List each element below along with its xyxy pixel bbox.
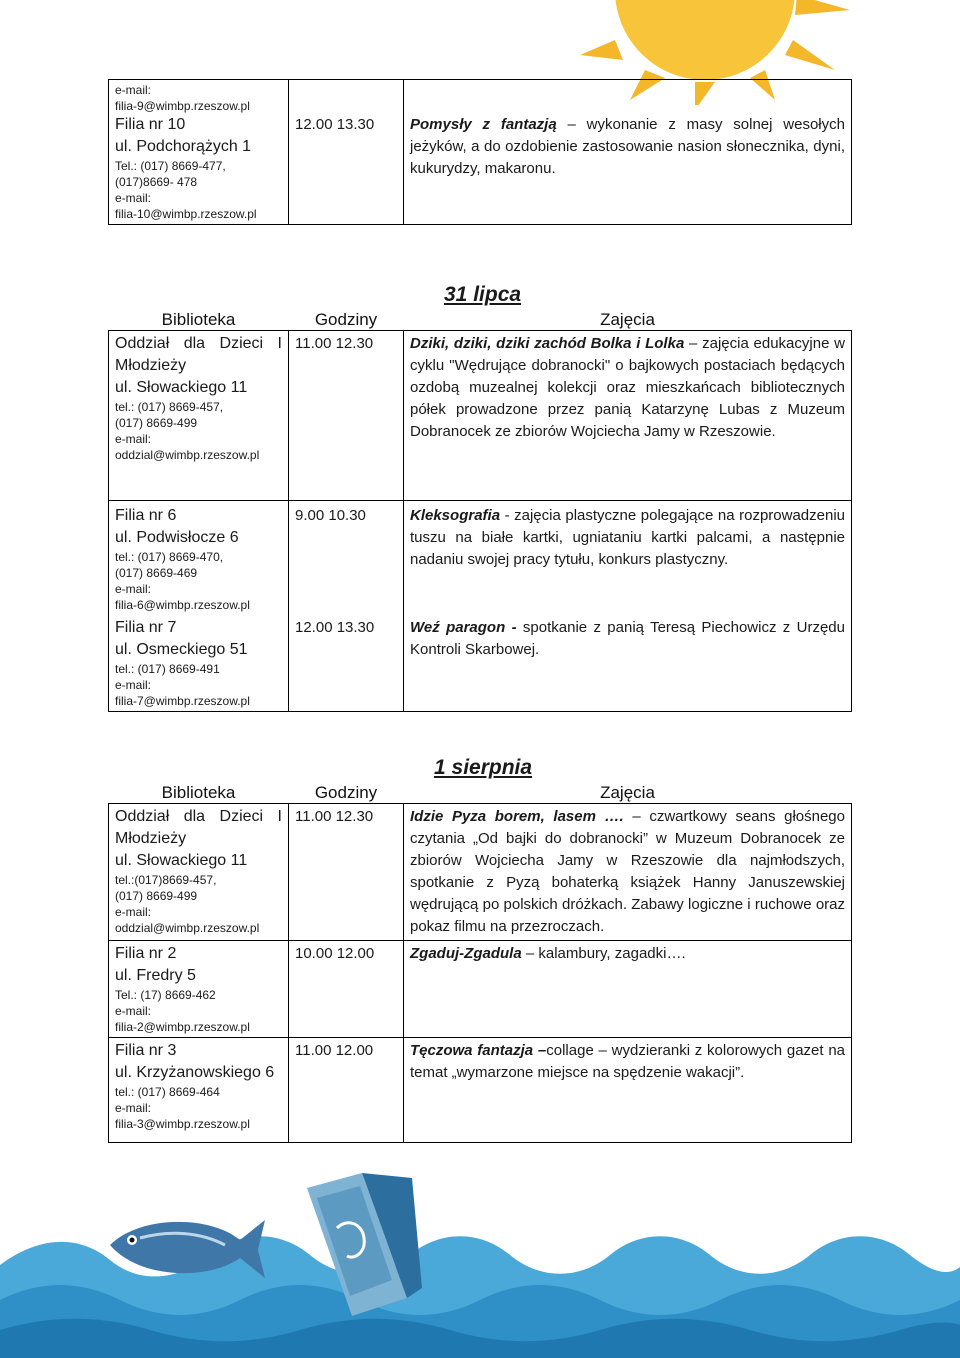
email-label: e-mail:: [115, 1101, 152, 1115]
activity-cell: [404, 80, 852, 225]
library-address: ul. Podwisłocze 6: [115, 529, 239, 546]
email-label: e-mail:: [115, 1004, 152, 1018]
activity-title: Tęczowa fantazja –: [410, 1042, 547, 1059]
fish-illustration: [100, 1190, 270, 1285]
library-phone-2: (017) 8669-469: [115, 566, 198, 580]
email-link[interactable]: filia-10@wimbp.rzeszow.pl: [115, 207, 257, 221]
email-link[interactable]: filia-6@wimbp.rzeszow.pl: [115, 598, 250, 612]
email-label: e-mail:: [115, 432, 152, 446]
column-header-library: Biblioteka: [161, 310, 236, 329]
email-link[interactable]: oddzial@wimbp.rzeszow.pl: [115, 448, 260, 462]
schedule-table-continuation: [108, 79, 852, 225]
library-phone: tel.: (017) 8669-457,: [115, 400, 224, 414]
table-header-row: [109, 310, 852, 331]
activity-cell: [404, 941, 852, 1038]
schedule-table-31-july: [108, 310, 852, 712]
table-row: [109, 941, 852, 1038]
library-address: ul. Fredry 5: [115, 967, 196, 984]
email-link[interactable]: filia-2@wimbp.rzeszow.pl: [115, 1020, 250, 1034]
column-header-activity: Zajęcia: [600, 310, 655, 329]
library-cell: [109, 1038, 289, 1143]
table-row: [109, 615, 852, 712]
table-row: [109, 804, 852, 941]
email-link[interactable]: filia-3@wimbp.rzeszow.pl: [115, 1117, 250, 1131]
activity-description: – wykonanie z masy solnej wesołych jeżyków, a do ozdobienie zastosowanie nasion słonecznika, dyni, kukurydzy, makaronu.: [410, 116, 845, 177]
library-name: Oddział dla Dzieci I Młodzieży: [115, 335, 282, 374]
library-name: Filia nr 10: [115, 116, 186, 133]
email-label: e-mail:: [115, 678, 152, 692]
library-phone: Tel.: (17) 8669-462: [115, 988, 216, 1002]
hours-cell: 9.00 10.30: [289, 501, 404, 616]
email-label: e-mail:: [115, 905, 152, 919]
library-phone: tel.: (017) 8669-470,: [115, 550, 224, 564]
library-cell: [109, 615, 289, 712]
column-header-activity: Zajęcia: [600, 783, 655, 802]
library-name: Filia nr 3: [115, 1042, 177, 1059]
date-heading: 31 lipca: [444, 283, 522, 306]
activity-cell: [404, 501, 852, 616]
library-address: ul. Osmeckiego 51: [115, 641, 248, 658]
library-cell: [109, 804, 289, 941]
activity-description: collage – wydzieranki z kolorowych gazet na temat „wymarzone miejsce na spędzenie wakacji”.: [410, 1042, 845, 1081]
table-row: [109, 331, 852, 501]
library-name: Filia nr 7: [115, 619, 177, 636]
activity-cell: [404, 804, 852, 941]
email-link[interactable]: filia-9@wimbp.rzeszow.pl: [115, 99, 250, 113]
library-name: Filia nr 2: [115, 945, 177, 962]
library-address: ul. Podchorążych 1: [115, 138, 252, 155]
email-label: e-mail:: [115, 582, 152, 596]
activity-description: – czwartkowy seans głośnego czytania „Od bajki do dobranocki” w Muzeum Dobranocek ze zbiorów Wojciecha Jamy w Rzeszowie dla najmłodszych, spotkanie z Pyzą bohaterką książek Hanny Januszewskiej wędrującą po polskich dróżkach. Zabawy logiczne i ruchowe oraz pokaz filmu na przezroczach.: [410, 808, 845, 935]
activity-title: Weź paragon -: [410, 619, 517, 636]
email-link[interactable]: oddzial@wimbp.rzeszow.pl: [115, 921, 260, 935]
library-cell: [109, 941, 289, 1038]
date-heading: 1 sierpnia: [434, 756, 533, 779]
library-cell: [109, 501, 289, 616]
activity-cell: [404, 331, 852, 501]
hours-cell: 12.00 13.30: [289, 615, 404, 712]
email-link[interactable]: filia-7@wimbp.rzeszow.pl: [115, 694, 250, 708]
activity-title: Idzie Pyza borem, lasem ….: [410, 808, 624, 825]
schedule-table-1-august: [108, 783, 852, 1143]
column-header-hours: Godziny: [314, 310, 378, 329]
hours-cell: 11.00 12.30: [289, 804, 404, 941]
table-row: [109, 501, 852, 616]
library-cell: [109, 80, 289, 225]
table-row: [109, 1038, 852, 1143]
activity-description: - zajęcia plastyczne polegające na rozprowadzeniu tuszu na białe kartki, ugniataniu kartki palcami, a następnie nadaniu swojej pracy tytułu, konkurs plastyczny.: [410, 507, 845, 568]
activity-title: Dziki, dziki, dziki zachód Bolka i Lolka: [410, 335, 685, 352]
table-header-row: [109, 783, 852, 804]
activity-description: – kalambury, zagadki….: [521, 945, 686, 962]
hours-cell: 11.00 12.00: [289, 1038, 404, 1143]
library-address: ul. Krzyżanowskiego 6: [115, 1064, 275, 1081]
email-label: e-mail:: [115, 191, 152, 205]
hours-cell: 12.00 13.30: [289, 80, 404, 225]
activity-description: – zajęcia edukacyjne w cyklu "Wędrujące dobranocki" o bajkowych postaciach będących ozdobą muzealnej kolekcji oraz mieszkańcach bibliotecznych półek prowadzone przez panią Katarzynę Lubas z Muzeum Dobranocek ze zbiorów Wojciecha Jamy w Rzeszowie.: [410, 335, 845, 440]
table-row: [109, 80, 852, 225]
library-cell: [109, 331, 289, 501]
column-header-library: Biblioteka: [161, 783, 236, 802]
activity-title: Kleksografia: [410, 507, 501, 524]
library-address: ul. Słowackiego 11: [115, 379, 248, 396]
library-phone-2: (017) 8669-499: [115, 416, 198, 430]
activity-title: Zgaduj-Zgadula: [410, 945, 522, 962]
library-phone-2: (017) 8669-499: [115, 889, 198, 903]
activity-title: Pomysły z fantazją: [410, 116, 557, 133]
library-phone: tel.: (017) 8669-464: [115, 1085, 220, 1099]
hours-cell: 10.00 12.00: [289, 941, 404, 1038]
activity-cell: [404, 615, 852, 712]
library-address: ul. Słowackiego 11: [115, 852, 248, 869]
book-illustration: [292, 1168, 427, 1318]
column-header-hours: Godziny: [314, 783, 378, 802]
library-name: Filia nr 6: [115, 507, 177, 524]
activity-cell: [404, 1038, 852, 1143]
hours-cell: 11.00 12.30: [289, 331, 404, 501]
library-phone: tel.:(017)8669-457,: [115, 873, 217, 887]
email-label: e-mail:: [115, 83, 152, 97]
library-name: Oddział dla Dzieci I Młodzieży: [115, 808, 282, 847]
library-phone-2: (017)8669- 478: [115, 175, 198, 189]
library-phone: tel.: (017) 8669-491: [115, 662, 220, 676]
activity-description: spotkanie z panią Teresą Piechowicz z Urzędu Kontroli Skarbowej.: [410, 619, 845, 658]
library-phone: Tel.: (017) 8669-477,: [115, 159, 226, 173]
